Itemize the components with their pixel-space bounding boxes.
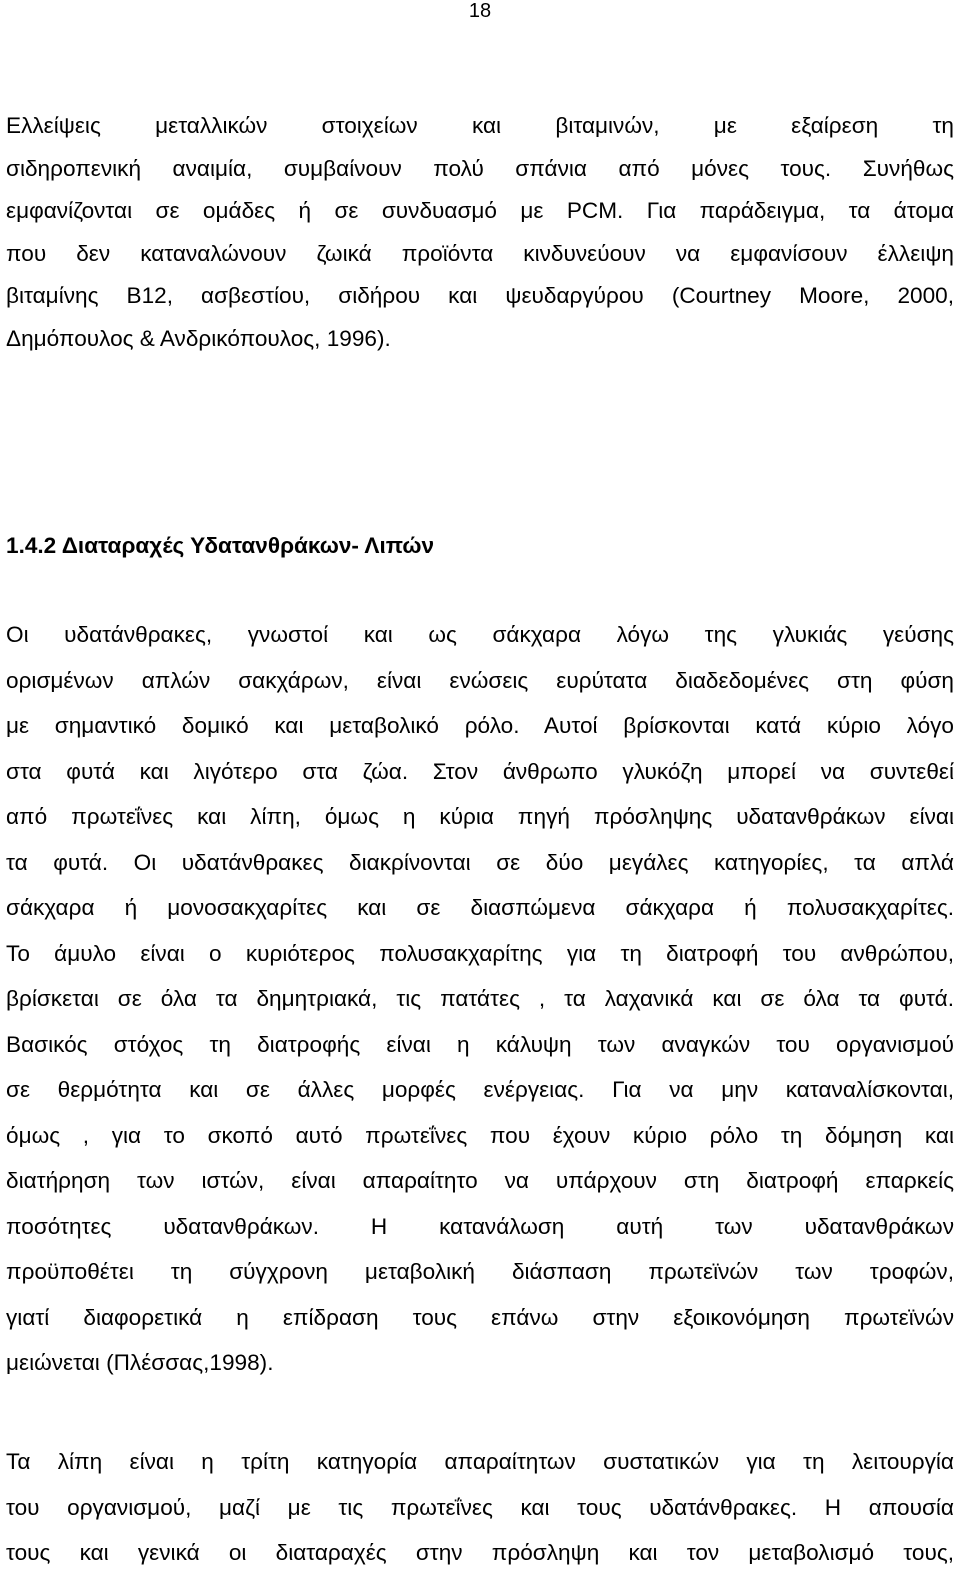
text-line: τα φυτά. Οι υδατάνθρακες διακρίνονται σε δύο μεγάλες κατηγορίες, τα απλά bbox=[6, 849, 954, 875]
paragraph-carbohydrates bbox=[6, 618, 954, 1392]
text-line: προϋποθέτει τη σύγχρονη μεταβολική διάσπαση πρωτεϊνών των τροφών, bbox=[6, 1259, 954, 1284]
text-line: Βασικός στόχος τη διατροφής είναι η κάλυψη των αναγκών του οργανισμού bbox=[6, 1031, 954, 1057]
text-line: βρίσκεται σε όλα τα δημητριακά, τις πατάτες , τα λαχανικά και σε όλα τα φυτά. bbox=[6, 986, 954, 1011]
text-line: διατήρηση των ιστών, είναι απαραίτητο να υπάρχουν στη διατροφή επαρκείς bbox=[6, 1168, 954, 1193]
text-line: βιταμίνης Β12, ασβεστίου, σιδήρου και ψευδαργύρου (Courtney Moore, 2000, bbox=[6, 283, 954, 308]
text-line: γιατί διαφορετικά η επίδραση τους επάνω στην εξοικονόμηση πρωτεϊνών bbox=[6, 1304, 954, 1330]
paragraph-micronutrient-deficiencies bbox=[6, 109, 954, 364]
text-line: Τα λίπη είναι η τρίτη κατηγορία απαραίτητων συστατικών για τη λειτουργία bbox=[6, 1449, 954, 1474]
text-line: εμφανίζονται σε ομάδες ή σε συνδυασμό με PCM. Για παράδειγμα, τα άτομα bbox=[6, 198, 954, 223]
page-number: 18 bbox=[468, 0, 492, 22]
text-line: σάκχαρα ή μονοσακχαρίτες και σε διασπώμενα σάκχαρα ή πολυσακχαρίτες. bbox=[6, 895, 954, 920]
text-line: μειώνεται (Πλέσσας,1998). bbox=[6, 1350, 274, 1375]
text-line: όμως , για το σκοπό αυτό πρωτεΐνες που έχουν κύριο ρόλο τη δόμηση και bbox=[6, 1122, 954, 1148]
section-heading: 1.4.2 Διαταραχές Υδατανθράκων- Λιπών bbox=[6, 533, 435, 558]
text-line: Οι υδατάνθρακες, γνωστοί και ως σάκχαρα λόγω της γλυκιάς γεύσης bbox=[6, 622, 954, 647]
text-line: με σημαντικό δομικό και μεταβολικό ρόλο. Αυτοί βρίσκονται κατά κύριο λόγο bbox=[6, 713, 954, 738]
text-line: τους και γενικά οι διαταραχές στην πρόσληψη και τον μεταβολισμό τους, bbox=[6, 1540, 954, 1565]
text-line: από πρωτεΐνες και λίπη, όμως η κύρια πηγή πρόσληψης υδατανθράκων είναι bbox=[6, 804, 954, 829]
text-line: ποσότητες υδατανθράκων. Η κατανάλωση αυτή των υδατανθράκων bbox=[6, 1213, 954, 1239]
text-line: σιδηροπενική αναιμία, συμβαίνουν πολύ σπάνια από μόνες τους. Συνήθως bbox=[6, 155, 954, 181]
text-line: Το άμυλο είναι ο κυριότερος πολυσακχαρίτης για τη διατροφή του ανθρώπου, bbox=[6, 940, 954, 966]
text-line: ορισμένων απλών σακχάρων, είναι ενώσεις ευρύτατα διαδεδομένες στη φύση bbox=[6, 667, 954, 693]
text-line: στα φυτά και λιγότερο στα ζώα. Στον άνθρωπο γλυκόζη μπορεί να συντεθεί bbox=[6, 758, 954, 784]
text-line: Δημόπουλος & Ανδρικόπουλος, 1996). bbox=[6, 325, 391, 351]
paragraph-lipids bbox=[6, 1445, 954, 1582]
text-line: που δεν καταναλώνουν ζωικά προϊόντα κινδυνεύουν να εμφανίσουν έλλειψη bbox=[6, 240, 954, 266]
text-line: σε θερμότητα και σε άλλες μορφές ενέργειας. Για να μην καταναλίσκονται, bbox=[6, 1077, 954, 1102]
text-line: Ελλείψεις μεταλλικών στοιχείων και βιταμινών, με εξαίρεση τη bbox=[6, 113, 954, 138]
text-line: του οργανισμού, μαζί με τις πρωτεΐνες και τους υδατάνθρακες. Η απουσία bbox=[6, 1494, 954, 1520]
